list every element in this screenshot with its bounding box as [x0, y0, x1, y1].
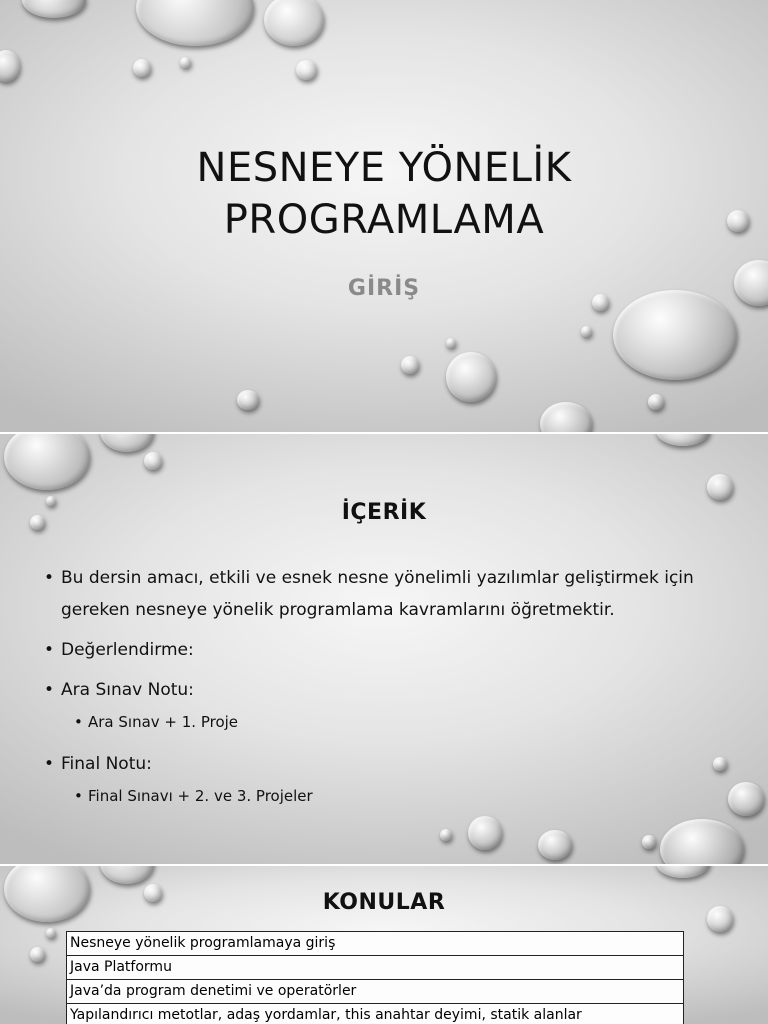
- table-row: [67, 956, 684, 980]
- list-item: • Değerlendirme:: [44, 634, 734, 666]
- table-cell: Nesneye yönelik programlamaya giriş: [67, 932, 684, 956]
- water-drop: [30, 947, 45, 962]
- topics-table: [66, 931, 684, 1024]
- list-item: • Bu dersin amacı, etkili ve esnek nesne yönelimli yazılımlar geliştirmek için gereken nesneye yönelik programlama kavramlarını öğretmektir.: [44, 562, 734, 626]
- list-item: • Final Notu:: [44, 748, 734, 780]
- sub-list-item: • Final Sınavı + 2. ve 3. Projeler: [74, 784, 734, 808]
- water-drop: [22, 0, 86, 18]
- water-drop: [401, 356, 419, 374]
- water-drop: [538, 830, 572, 860]
- content-slide: [0, 434, 768, 864]
- water-drop: [100, 866, 154, 884]
- table-cell: Java’da program denetimi ve operatörler: [67, 980, 684, 1004]
- topics-slide: [0, 866, 768, 1024]
- water-drop: [136, 0, 254, 46]
- presentation-subtitle: GİRİŞ: [347, 276, 421, 301]
- water-drop: [707, 474, 733, 500]
- water-drop: [180, 57, 191, 68]
- bullet-list: [44, 562, 734, 822]
- water-drop: [446, 338, 456, 348]
- table-row: [67, 1004, 684, 1024]
- water-drop: [440, 829, 452, 841]
- table-row: [67, 932, 684, 956]
- water-drop: [0, 50, 20, 82]
- water-drop: [581, 326, 592, 337]
- water-drop: [656, 866, 710, 878]
- slide-heading: KONULAR: [322, 890, 446, 915]
- water-drop: [133, 59, 151, 77]
- table-row: [67, 980, 684, 1004]
- water-drop: [46, 928, 56, 938]
- water-drop: [648, 394, 664, 410]
- water-drop: [100, 434, 154, 452]
- sub-list-item: • Ara Sınav + 1. Proje: [74, 710, 734, 734]
- water-drop: [660, 819, 744, 864]
- title-line: PROGRAMLAMA: [223, 197, 545, 243]
- title-line: NESNEYE YÖNELİK: [196, 145, 572, 191]
- water-drop: [4, 434, 90, 490]
- water-drop: [613, 290, 737, 380]
- water-drop: [642, 835, 656, 849]
- slide-heading: İÇERİK: [341, 500, 427, 525]
- table-cell: Yapılandırıcı metotlar, adaş yordamlar, this anahtar deyimi, statik alanlar: [67, 1004, 684, 1024]
- water-drop: [144, 452, 162, 470]
- water-drop: [540, 402, 592, 432]
- title-slide: [0, 0, 768, 432]
- table-cell: Java Platformu: [67, 956, 684, 980]
- list-item: • Ara Sınav Notu:: [44, 674, 734, 706]
- water-drop: [446, 352, 496, 402]
- water-drop: [237, 390, 259, 410]
- presentation-title: [0, 142, 768, 246]
- water-drop: [264, 0, 324, 46]
- water-drop: [656, 434, 710, 446]
- water-drop: [296, 60, 317, 80]
